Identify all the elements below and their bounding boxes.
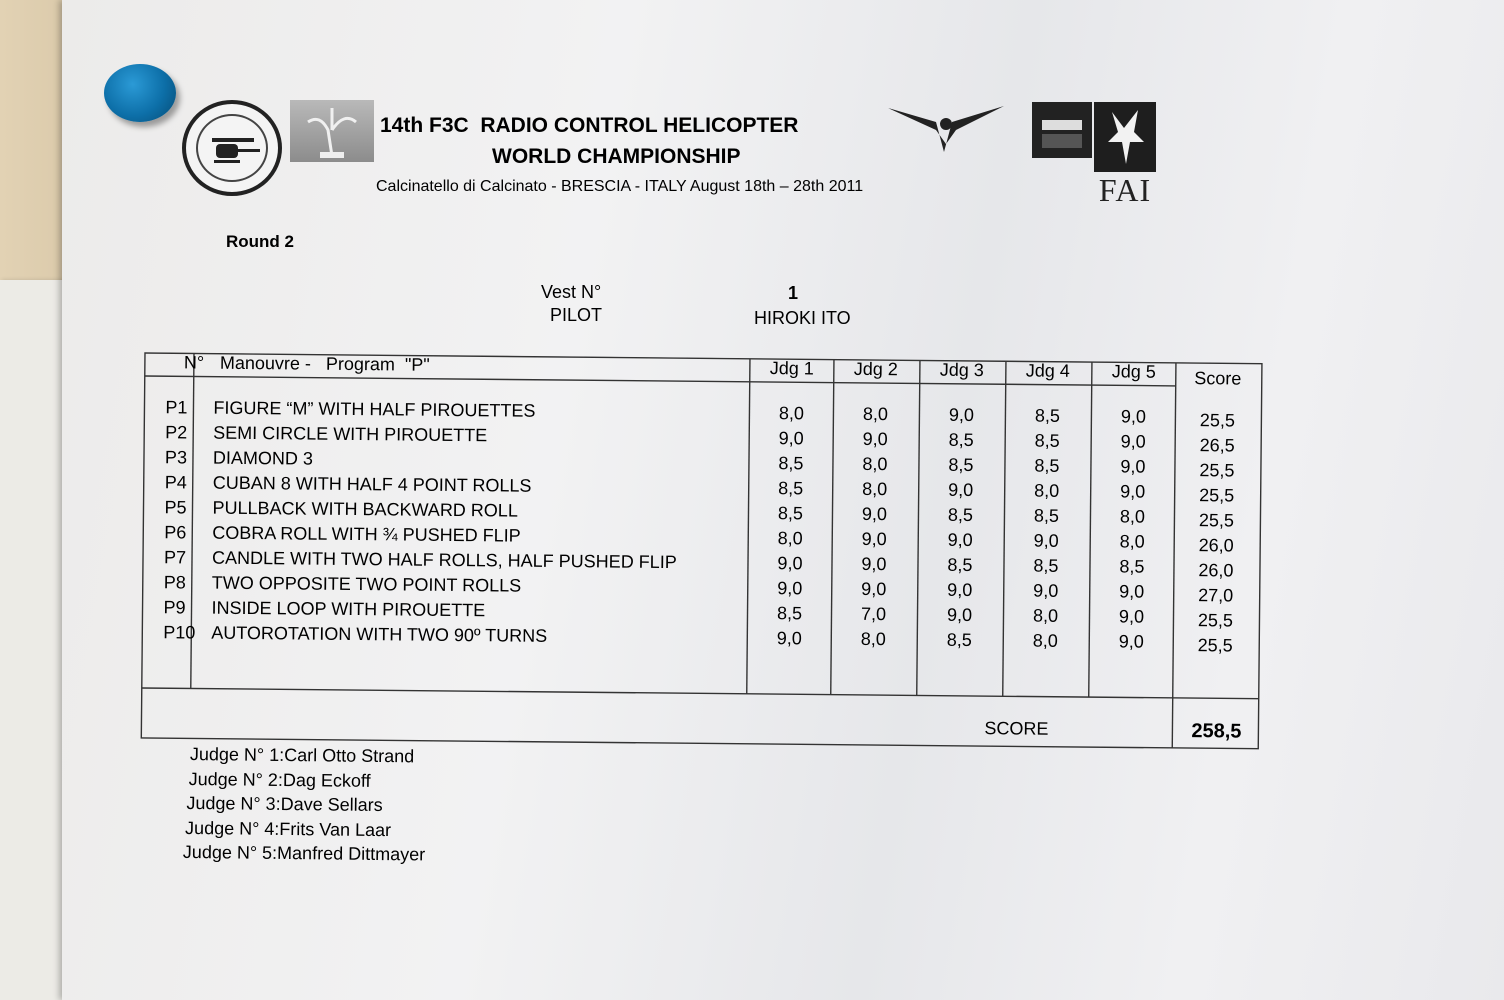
eagle-wings-logo <box>886 100 1006 156</box>
cell-j3: 8,5 <box>948 454 974 475</box>
fai-eagle-logo <box>1094 102 1156 172</box>
push-pin-icon <box>104 64 176 122</box>
championship-round-logo <box>182 100 282 196</box>
cell-manoeuvre: SEMI CIRCLE WITH PIROUETTE <box>213 422 488 446</box>
cell-j2: 9,0 <box>861 528 887 550</box>
cell-j3: 9,0 <box>948 404 975 425</box>
event-subtitle: Calcinatello di Calcinato - BRESCIA - ITALY August 18th – 28th 2011 <box>376 178 864 195</box>
cell-j1: 8,5 <box>776 603 803 624</box>
pilot-label: PILOT <box>550 305 603 325</box>
cell-j1: 8,5 <box>778 453 804 474</box>
cell-no: P4 <box>164 472 187 493</box>
cell-j1: 8,0 <box>777 528 803 549</box>
cell-j2: 8,0 <box>860 628 886 650</box>
cell-no: P1 <box>165 397 188 418</box>
cell-j3: 8,5 <box>947 504 974 525</box>
cell-manoeuvre: CUBAN 8 WITH HALF 4 POINT ROLLS <box>212 472 532 496</box>
header-judge-2: Jdg 2 <box>853 358 898 380</box>
round-label: Round 2 <box>226 232 294 251</box>
judge-1: Judge N° 1:Carl Otto Strand <box>189 744 415 767</box>
header-judge-5: Jdg 5 <box>1111 361 1156 382</box>
total-score-label: SCORE <box>984 718 1049 739</box>
cell-j3: 8,5 <box>948 429 974 450</box>
cell-manoeuvre: CANDLE WITH TWO HALF ROLLS, HALF PUSHED FLIP <box>211 547 677 573</box>
fai-eagle-icon <box>1094 102 1156 172</box>
cell-manoeuvre: FIGURE “M” WITH HALF PIROUETTES <box>213 397 536 421</box>
cell-j4: 8,5 <box>1034 430 1060 451</box>
cell-j3: 8,5 <box>946 629 972 650</box>
cell-no: P10 <box>163 622 196 643</box>
cell-score: 25,5 <box>1197 635 1233 656</box>
cell-j1: 9,0 <box>777 553 803 574</box>
cell-no: P6 <box>164 522 187 543</box>
judge-3: Judge N° 3:Dave Sellars <box>186 792 383 816</box>
header-manoeuvre: Manouvre - Program "P" <box>219 352 430 375</box>
underlying-sheet <box>0 280 70 1000</box>
cell-j2: 9,0 <box>861 553 887 575</box>
cell-j3: 8,5 <box>947 554 973 575</box>
cell-j4: 8,5 <box>1033 505 1060 526</box>
cell-j1: 9,0 <box>776 628 802 649</box>
cell-j2: 9,0 <box>861 578 887 600</box>
cell-score: 25,5 <box>1197 610 1234 631</box>
header-judge-4: Jdg 4 <box>1025 360 1070 381</box>
total-score-value: 258,5 <box>1191 720 1242 743</box>
fountain-icon <box>290 100 374 162</box>
vest-number: 1 <box>788 283 799 303</box>
cell-manoeuvre: DIAMOND 3 <box>212 447 314 469</box>
cell-j5: 9,0 <box>1120 406 1147 427</box>
cell-j3: 9,0 <box>947 529 973 550</box>
header-judge-1: Jdg 1 <box>769 358 814 379</box>
cell-j5: 9,0 <box>1118 606 1145 627</box>
cell-j5: 8,0 <box>1119 506 1146 527</box>
cell-j5: 9,0 <box>1120 431 1146 452</box>
cell-j2: 8,0 <box>862 453 888 475</box>
cell-j4: 8,0 <box>1032 605 1059 626</box>
cell-score: 27,0 <box>1198 585 1234 606</box>
cell-no: P8 <box>163 572 186 593</box>
header-score: Score <box>1194 368 1242 389</box>
fiam-logo <box>1032 102 1092 158</box>
cell-j3: 9,0 <box>947 579 973 600</box>
cell-j2: 8,0 <box>862 403 889 425</box>
cell-score: 26,0 <box>1198 560 1234 581</box>
cell-no: P2 <box>165 422 188 443</box>
cell-score: 25,5 <box>1199 485 1235 506</box>
cell-j5: 9,0 <box>1118 631 1144 652</box>
cell-j4: 8,5 <box>1034 455 1060 476</box>
cell-j2: 9,0 <box>862 428 888 450</box>
header-judge-3: Jdg 3 <box>939 359 984 381</box>
helicopter-icon <box>186 104 278 192</box>
cell-j4: 9,0 <box>1033 580 1059 601</box>
cell-j4: 9,0 <box>1033 530 1059 551</box>
cell-no: P9 <box>163 597 186 618</box>
cell-manoeuvre: PULLBACK WITH BACKWARD ROLL <box>212 497 518 521</box>
header-no: N° <box>183 352 205 373</box>
cell-j2: 7,0 <box>860 603 887 625</box>
cell-no: P5 <box>164 497 187 518</box>
pilot-name: HIROKI ITO <box>754 308 851 328</box>
judge-5: Judge N° 5:Manfred Dittmayer <box>182 841 426 865</box>
cell-j1: 8,5 <box>777 503 804 524</box>
cell-j2: 9,0 <box>861 503 888 525</box>
cell-j4: 8,0 <box>1034 480 1060 501</box>
cell-score: 25,5 <box>1199 460 1235 481</box>
cell-manoeuvre: COBRA ROLL WITH ¾ PUSHED FLIP <box>212 522 521 546</box>
cell-j1: 9,0 <box>778 428 804 449</box>
cell-no: P7 <box>163 547 187 568</box>
cell-score: 26,5 <box>1199 435 1235 456</box>
cell-score: 25,5 <box>1198 510 1235 531</box>
cell-manoeuvre: TWO OPPOSITE TWO POINT ROLLS <box>211 572 522 596</box>
judges-list <box>182 744 427 869</box>
cell-j5: 9,0 <box>1120 456 1146 477</box>
title-line-1: 14th F3C RADIO CONTROL HELICOPTER <box>380 114 799 137</box>
vest-label: Vest N° <box>541 282 602 302</box>
cell-score: 26,0 <box>1198 535 1234 556</box>
cell-j5: 8,5 <box>1119 556 1145 577</box>
scores-table <box>140 352 1264 753</box>
fountain-logo <box>290 100 374 162</box>
cell-j1: 8,0 <box>778 403 805 424</box>
judge-2: Judge N° 2:Dag Eckoff <box>188 768 371 791</box>
cell-j5: 8,0 <box>1119 531 1145 552</box>
fai-logo-text: FAI <box>1098 172 1152 208</box>
cell-manoeuvre: AUTOROTATION WITH TWO 90º TURNS <box>211 622 548 646</box>
cell-j4: 8,0 <box>1032 630 1058 651</box>
cell-j4: 8,5 <box>1033 555 1059 576</box>
title-line-2: WORLD CHAMPIONSHIP <box>492 145 741 168</box>
cell-manoeuvre: INSIDE LOOP WITH PIROUETTE <box>211 597 486 621</box>
cell-j5: 9,0 <box>1119 581 1145 602</box>
cell-j1: 8,5 <box>778 478 804 499</box>
cell-j3: 9,0 <box>948 479 974 500</box>
cell-no: P3 <box>164 447 188 468</box>
cell-j1: 9,0 <box>777 578 803 599</box>
cell-j5: 9,0 <box>1120 481 1146 502</box>
cell-j4: 8,5 <box>1034 405 1061 426</box>
cell-j2: 8,0 <box>862 478 888 500</box>
cell-score: 25,5 <box>1199 410 1236 431</box>
judge-4: Judge N° 4:Frits Van Laar <box>185 817 392 840</box>
cell-j3: 9,0 <box>946 604 973 625</box>
